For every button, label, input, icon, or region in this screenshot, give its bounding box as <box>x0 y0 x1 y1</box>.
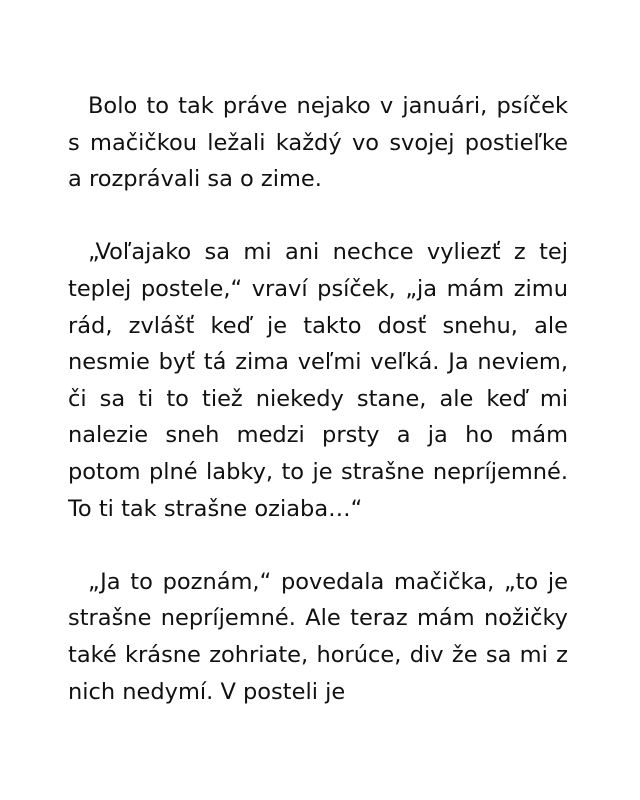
paragraph-3: „Ja to poznám,“ povedala mačička, „to je strašne nepríjemné. Ale teraz mám nožičky také krásne zohriate, horúce, div že sa mi z nich nedymí. V posteli je <box>68 568 568 705</box>
paragraph-2: „Voľajako sa mi ani nechce vyliezť z tej teplej postele,“ vraví psíček, „ja mám zimu rád, zvlášť keď je takto dosť snehu, ale nesmie byť tá zima veľmi veľká. Ja neviem, či sa ti to tiež niekedy stane, ale keď mi nalezie sneh medzi prsty a ja ho mám potom plné labky, to je strašne nepríjemné. To ti tak strašne oziaba…“ <box>68 239 568 522</box>
story-text <box>68 88 568 710</box>
paragraph-1: Bolo to tak práve nejako v januári, psíček s mačičkou ležali každý vo svojej postieľke a rozprávali sa o zime. <box>68 93 568 193</box>
